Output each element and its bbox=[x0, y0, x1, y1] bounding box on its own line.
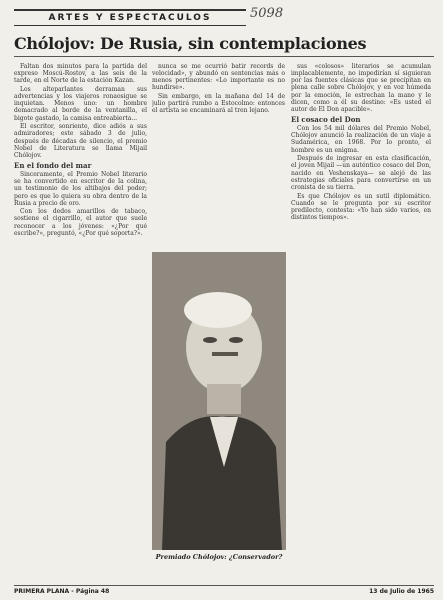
photo-caption: Premiado Chólojov: ¿Conservador? bbox=[155, 553, 283, 561]
subheading: El cosaco del Don bbox=[291, 114, 361, 124]
paragraph: Después de ingresar en esta clasificación, el joven Mijail —un auténtico cosaco del Don, nacido en Veshenskaya— se alejó de las estrategias oficiales para convertirse en un cronista de su tierra. bbox=[291, 155, 431, 191]
column-1 bbox=[14, 63, 147, 585]
column-2 bbox=[152, 63, 285, 248]
article-title: Chólojov: De Rusia, sin contemplaciones bbox=[14, 34, 367, 53]
paragraph: sus «colosos» literarios se acumulan implacablemente, no impedirían sí siguieran por las fuentes clásicas que se precipitan en plena calle sobre Chólojov, y en voz húmeda por la emoción, le estrechan la mano y le dicen, como a él su destino: «Es usted el autor de El Don apacible». bbox=[291, 63, 431, 113]
subheading: En el fondo del mar bbox=[14, 160, 92, 170]
paragraph: Los alteparlantes derraman sus advertencias y los viajeros ronaosigue se inquietan. Menos uno: un hombre demacrado al borde de la ventanilla, el bigote gastado, la camisa entreabierta... bbox=[14, 85, 147, 122]
column-3 bbox=[291, 63, 431, 585]
paragraph: Faltan dos minutos para la partida del expreso Moscú-Rostov, a las seis de la tarde, en el Norte de la estación Kazan. bbox=[14, 63, 147, 85]
portrait-photo bbox=[152, 252, 286, 550]
divider bbox=[14, 56, 434, 57]
paragraph: El escritor, sonriente, dice adiós a sus admiradores; este sábado 3 de julio, después de décadas de silencio, el premio Nobel de Literatura se llama Mijail Chólojov. bbox=[14, 123, 147, 159]
paragraph: Sin embargo, en la mañana del 14 de julio partirá rumbo a Estocolmo: entonces el artista se encaminará al tren lejano. bbox=[152, 93, 285, 115]
paragraph: Es que Chólojov es un sutil diplomático. Cuando se le pregunta por su escritor predilecto, contesta: «Yo han sido varios, en distintos tiempos». bbox=[291, 192, 431, 221]
section-header bbox=[14, 9, 246, 26]
paragraph: Con los 54 mil dólares del Premio Nobel, Chólojov anunció la realización de un viaje a Sudamérica, en 1968. Por lo pronto, el hombre es un enigma. bbox=[291, 125, 431, 154]
handwritten-stamp: 5098 bbox=[250, 6, 284, 21]
page-footer bbox=[14, 585, 434, 595]
paragraph: Con los dedos amarillos de tabaco, sostiene el cigarrillo, el autor que suele reconocer a los jóvenes: «¿Por qué escribe?», preguntó, «¿Por qué soporta?». bbox=[14, 208, 147, 237]
paragraph: nunca se me ocurrió batir records de velocidad», y abundó en sentencias más o menos pertinentes: «Lo importante es no hundirse». bbox=[152, 63, 285, 92]
footer-date: 13 de Julio de 1965 bbox=[369, 588, 434, 595]
portrait-image bbox=[152, 252, 286, 550]
section-label: ARTES Y ESPECTACULOS bbox=[48, 13, 212, 23]
footer-publication: PRIMERA PLANA - Página 48 bbox=[14, 588, 110, 595]
paragraph: Sinceramente, el Premio Nobel literario se ha convertido en escritor de la colina, un testimonio de los altibajos del poder; pero es que lo quiera su obra dentro de la Rusia a precio de oro. bbox=[14, 171, 147, 207]
